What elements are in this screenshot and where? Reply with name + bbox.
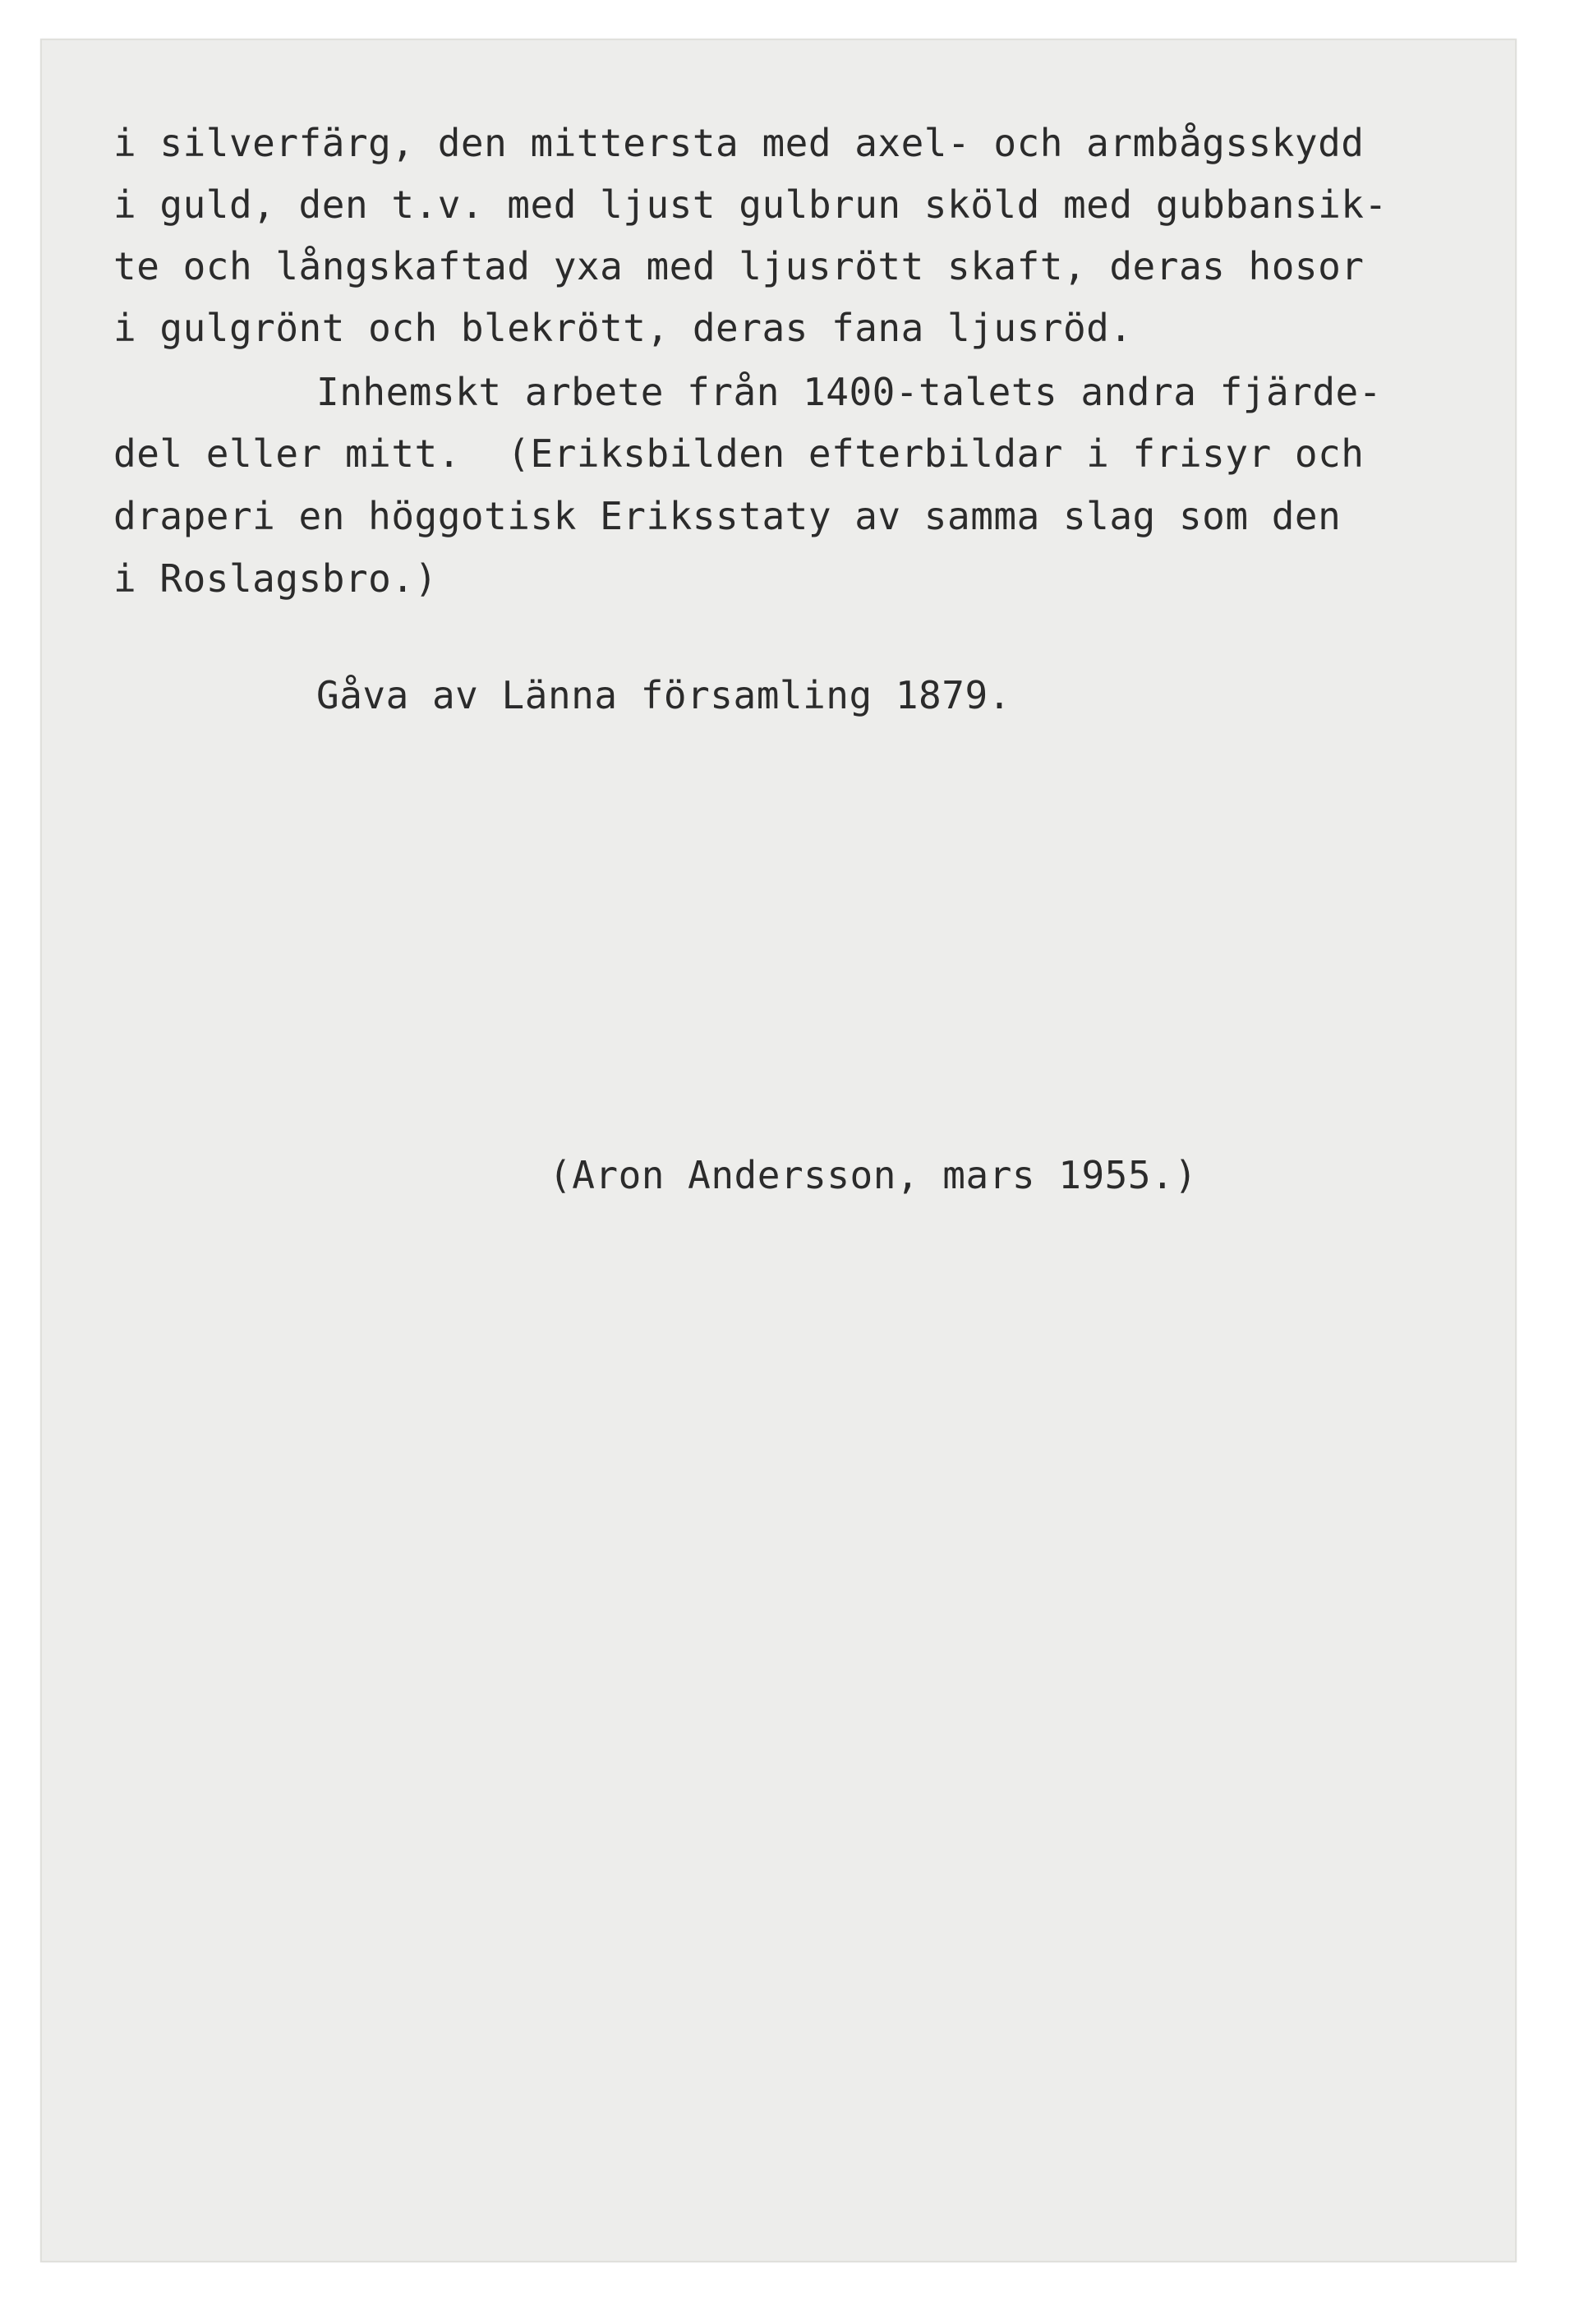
text-line: Inhemskt arbete från 1400-talets andra fjärde- [316, 370, 1382, 414]
text-line: i Roslagsbro.) [113, 556, 438, 601]
text-line: te och långskaftad yxa med ljusrött skaft, deras hosor [113, 244, 1365, 288]
document-page [40, 39, 1517, 2262]
gift-note: Gåva av Länna församling 1879. [316, 673, 1011, 717]
text-line: del eller mitt. (Eriksbilden efterbildar i frisyr och [113, 431, 1365, 476]
text-line: i silverfärg, den mittersta med axel- och armbågsskydd [113, 121, 1365, 165]
signature-line: (Aron Andersson, mars 1955.) [549, 1153, 1198, 1197]
text-line: i gulgrönt och blekrött, deras fana ljusröd. [113, 306, 1133, 350]
text-line: i guld, den t.v. med ljust gulbrun sköld med gubbansik- [113, 182, 1388, 227]
text-line: draperi en höggotisk Eriksstaty av samma slag som den [113, 494, 1342, 538]
